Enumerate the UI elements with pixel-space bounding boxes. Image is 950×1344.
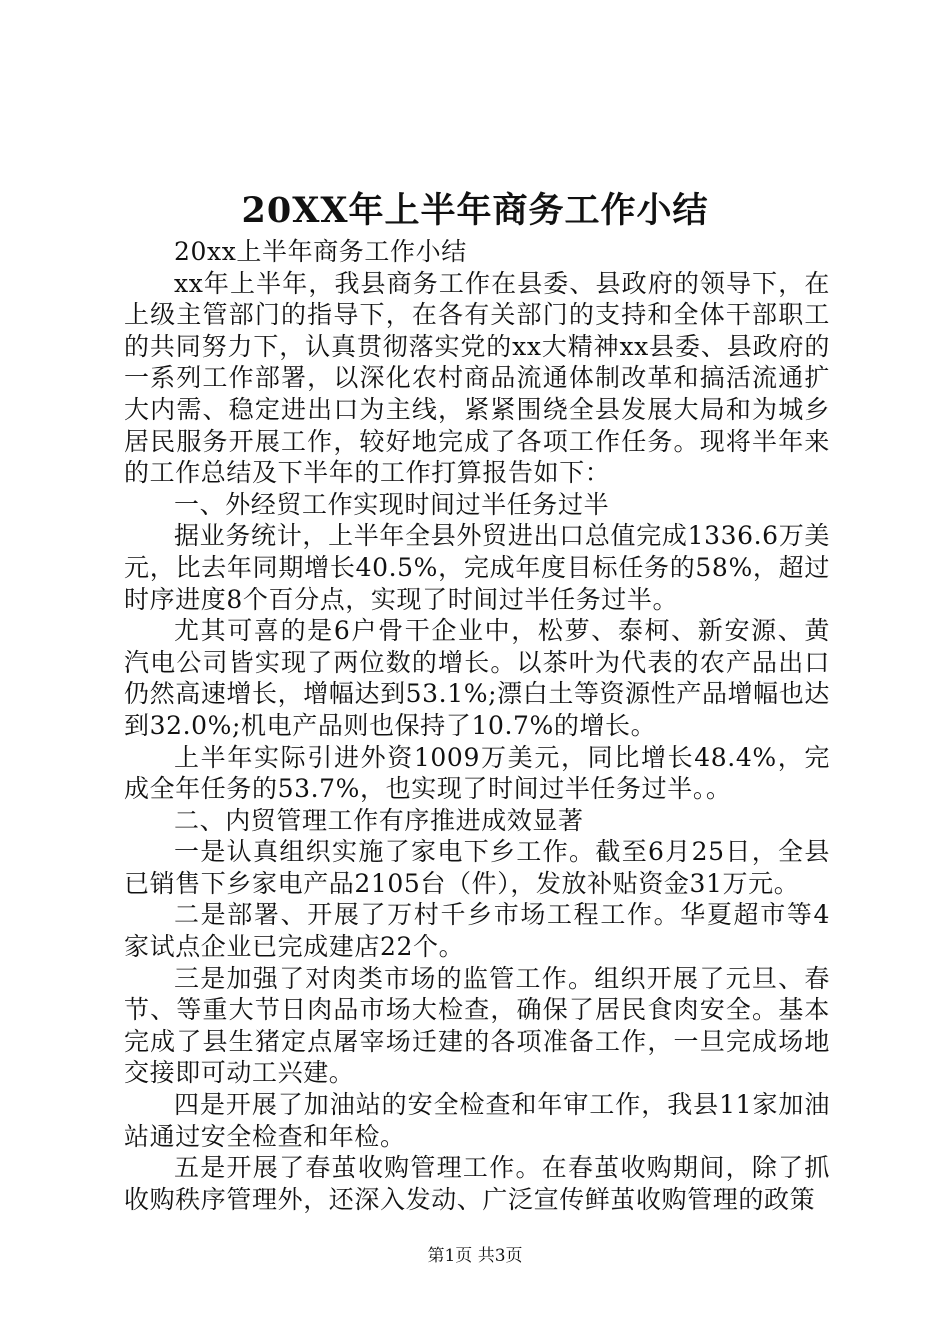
- paragraph-market-project: 二是部署、开展了万村千乡市场工程工作。华夏超市等4家试点企业已完成建店22个。: [124, 900, 830, 962]
- paragraph-trade-statistics: 据业务统计，上半年全县外贸进出口总值完成1336.6万美元，比去年同期增长40.5%，完成年度目标任务的58%，超过时序进度8个百分点，实现了时间过半任务过半。: [124, 521, 830, 614]
- page-number-footer: 第1页 共3页: [427, 1246, 523, 1266]
- paragraph-gas-stations: 四是开展了加油站的安全检查和年审工作，我县11家加油站通过安全检查和年检。: [124, 1090, 830, 1151]
- subtitle-paragraph: 20xx上半年商务工作小结: [174, 237, 467, 266]
- paragraph-cocoon-purchase: 五是开展了春茧收购管理工作。在春茧收购期间，除了抓收购秩序管理外，还深入发动、广泛宣传鲜茧收购管理的政策: [124, 1153, 830, 1214]
- section-heading-domestic-trade: 二、内贸管理工作有序推进成效显著: [174, 805, 584, 835]
- document-body: [124, 236, 830, 1215]
- intro-paragraph: xx年上半年，我县商务工作在县委、县政府的领导下，在上级主管部门的指导下，在各有关部门的支持和全体干部职工的共同努力下，认真贯彻落实党的xx大精神xx县委、县政府的一系列工作部署，以深化农村商品流通体制改革和搞活流通扩大内需、稳定进出口为主线，紧紧围绕全县发展大局和为城乡居民服务开展工作，较好地完成了各项工作任务。现将半年来的工作总结及下半年的工作打算报告如下：: [124, 268, 830, 488]
- paragraph-appliances: 一是认真组织实施了家电下乡工作。截至6月25日，全县已销售下乡家电产品2105台（件），发放补贴资金31万元。: [124, 837, 830, 898]
- document-title: 20XX年上半年商务工作小结: [241, 190, 709, 231]
- section-heading-foreign-trade: 一、外经贸工作实现时间过半任务过半: [174, 489, 610, 519]
- paragraph-meat-market: 三是加强了对肉类市场的监管工作。组织开展了元旦、春节、等重大节日肉品市场大检查，确保了居民食肉安全。基本完成了县生猪定点屠宰场迁建的各项准备工作，一旦完成场地交接即可动工兴建。: [124, 963, 830, 1088]
- paragraph-key-enterprises: 尤其可喜的是6户骨干企业中，松萝、泰柯、新安源、黄汽电公司皆实现了两位数的增长。以茶叶为代表的农产品出口仍然高速增长，增幅达到53.1%;漂白土等资源性产品增幅也达到32.0%;机电产品则也保持了10.7%的增长。: [124, 616, 830, 740]
- paragraph-foreign-investment: 上半年实际引进外资1009万美元，同比增长48.4%，完成全年任务的53.7%，也实现了时间过半任务过半。。: [124, 742, 830, 804]
